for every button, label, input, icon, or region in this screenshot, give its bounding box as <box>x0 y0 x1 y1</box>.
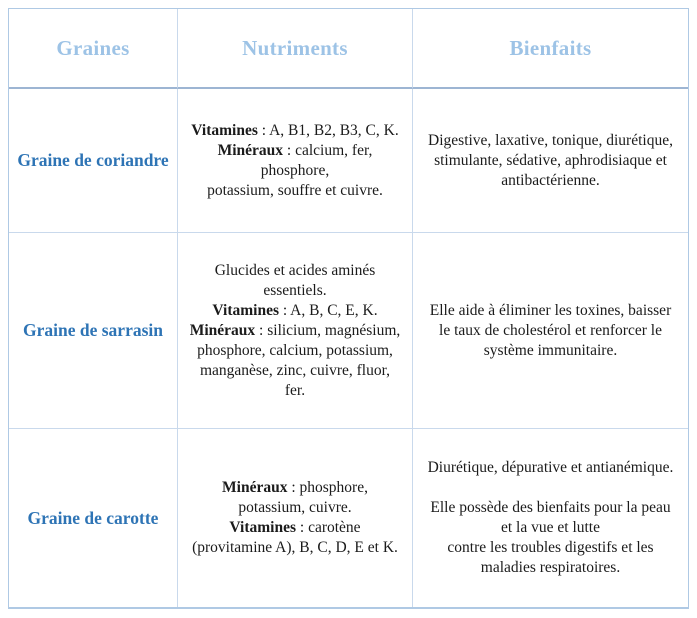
seed-name-sarrasin <box>9 233 178 429</box>
benefits-text: Digestive, laxative, tonique, diurétique, stimulante, sédative, aphrodisiaque et antibactérienne. <box>428 131 673 189</box>
benefits-paragraph-2-line1: Elle possède des bienfaits pour la peau et la vue et lutte <box>430 499 671 536</box>
header-cell-bienfaits <box>413 9 688 89</box>
nutrients-text <box>188 261 402 401</box>
nutrients-cell-sarrasin <box>178 233 413 429</box>
benefits-paragraph-1: Diurétique, dépurative et antianémique. <box>427 459 674 476</box>
nutrients-intro: Glucides et acides aminés essentiels. <box>214 261 376 299</box>
nutrients-cell-coriandre <box>178 89 413 233</box>
mineraux-label: Minéraux <box>217 141 284 159</box>
vitamines-values: : carotène (provitamine A), B, C, D, E et K. <box>192 519 398 556</box>
benefits-cell-sarrasin <box>413 233 688 429</box>
seed-name-coriandre <box>9 89 178 233</box>
nutrients-text <box>188 478 402 558</box>
header-bienfaits-label: Bienfaits <box>509 36 592 60</box>
mineraux-values: : phosphore, potassium, cuivre. <box>238 479 368 516</box>
header-graines-label: Graines <box>56 36 130 60</box>
mineraux-values: : silicium, magnésium, phosphore, calcium, potassium, manganèse, zinc, cuivre, fluor, fer. <box>197 321 401 399</box>
vitamines-label: Vitamines <box>229 519 297 536</box>
seed-label: Graine de carotte <box>27 507 159 528</box>
benefits-paragraph-2-line2: contre les troubles digestifs et les maladies respiratoires. <box>447 539 654 576</box>
seed-label: Graine de coriandre <box>17 150 169 170</box>
header-cell-nutriments <box>178 9 413 89</box>
vitamines-values: : A, B1, B2, B3, C, K. <box>257 121 399 139</box>
mineraux-values: : calcium, fer, phosphore, <box>260 141 373 179</box>
seed-name-carotte <box>9 429 178 607</box>
vitamines-label: Vitamines <box>212 301 279 319</box>
vitamines-values: : A, B, C, E, K. <box>278 301 378 319</box>
seed-label: Graine de sarrasin <box>23 320 163 340</box>
nutrients-cell-carotte <box>178 429 413 607</box>
mineraux-label: Minéraux <box>189 321 256 339</box>
nutrients-text <box>188 121 402 201</box>
seeds-nutrients-table <box>8 8 689 609</box>
vitamines-label: Vitamines <box>191 121 258 139</box>
benefits-cell-carotte <box>413 429 688 607</box>
mineraux-label: Minéraux <box>222 479 288 496</box>
header-cell-graines <box>9 9 178 89</box>
header-nutriments-label: Nutriments <box>242 36 348 60</box>
mineraux-values-cont: potassium, souffre et cuivre. <box>207 181 383 199</box>
benefits-cell-coriandre <box>413 89 688 233</box>
benefits-text: Elle aide à éliminer les toxines, baisser le taux de cholestérol et renforcer le système immunitaire. <box>429 301 672 359</box>
benefits-text <box>427 458 674 578</box>
